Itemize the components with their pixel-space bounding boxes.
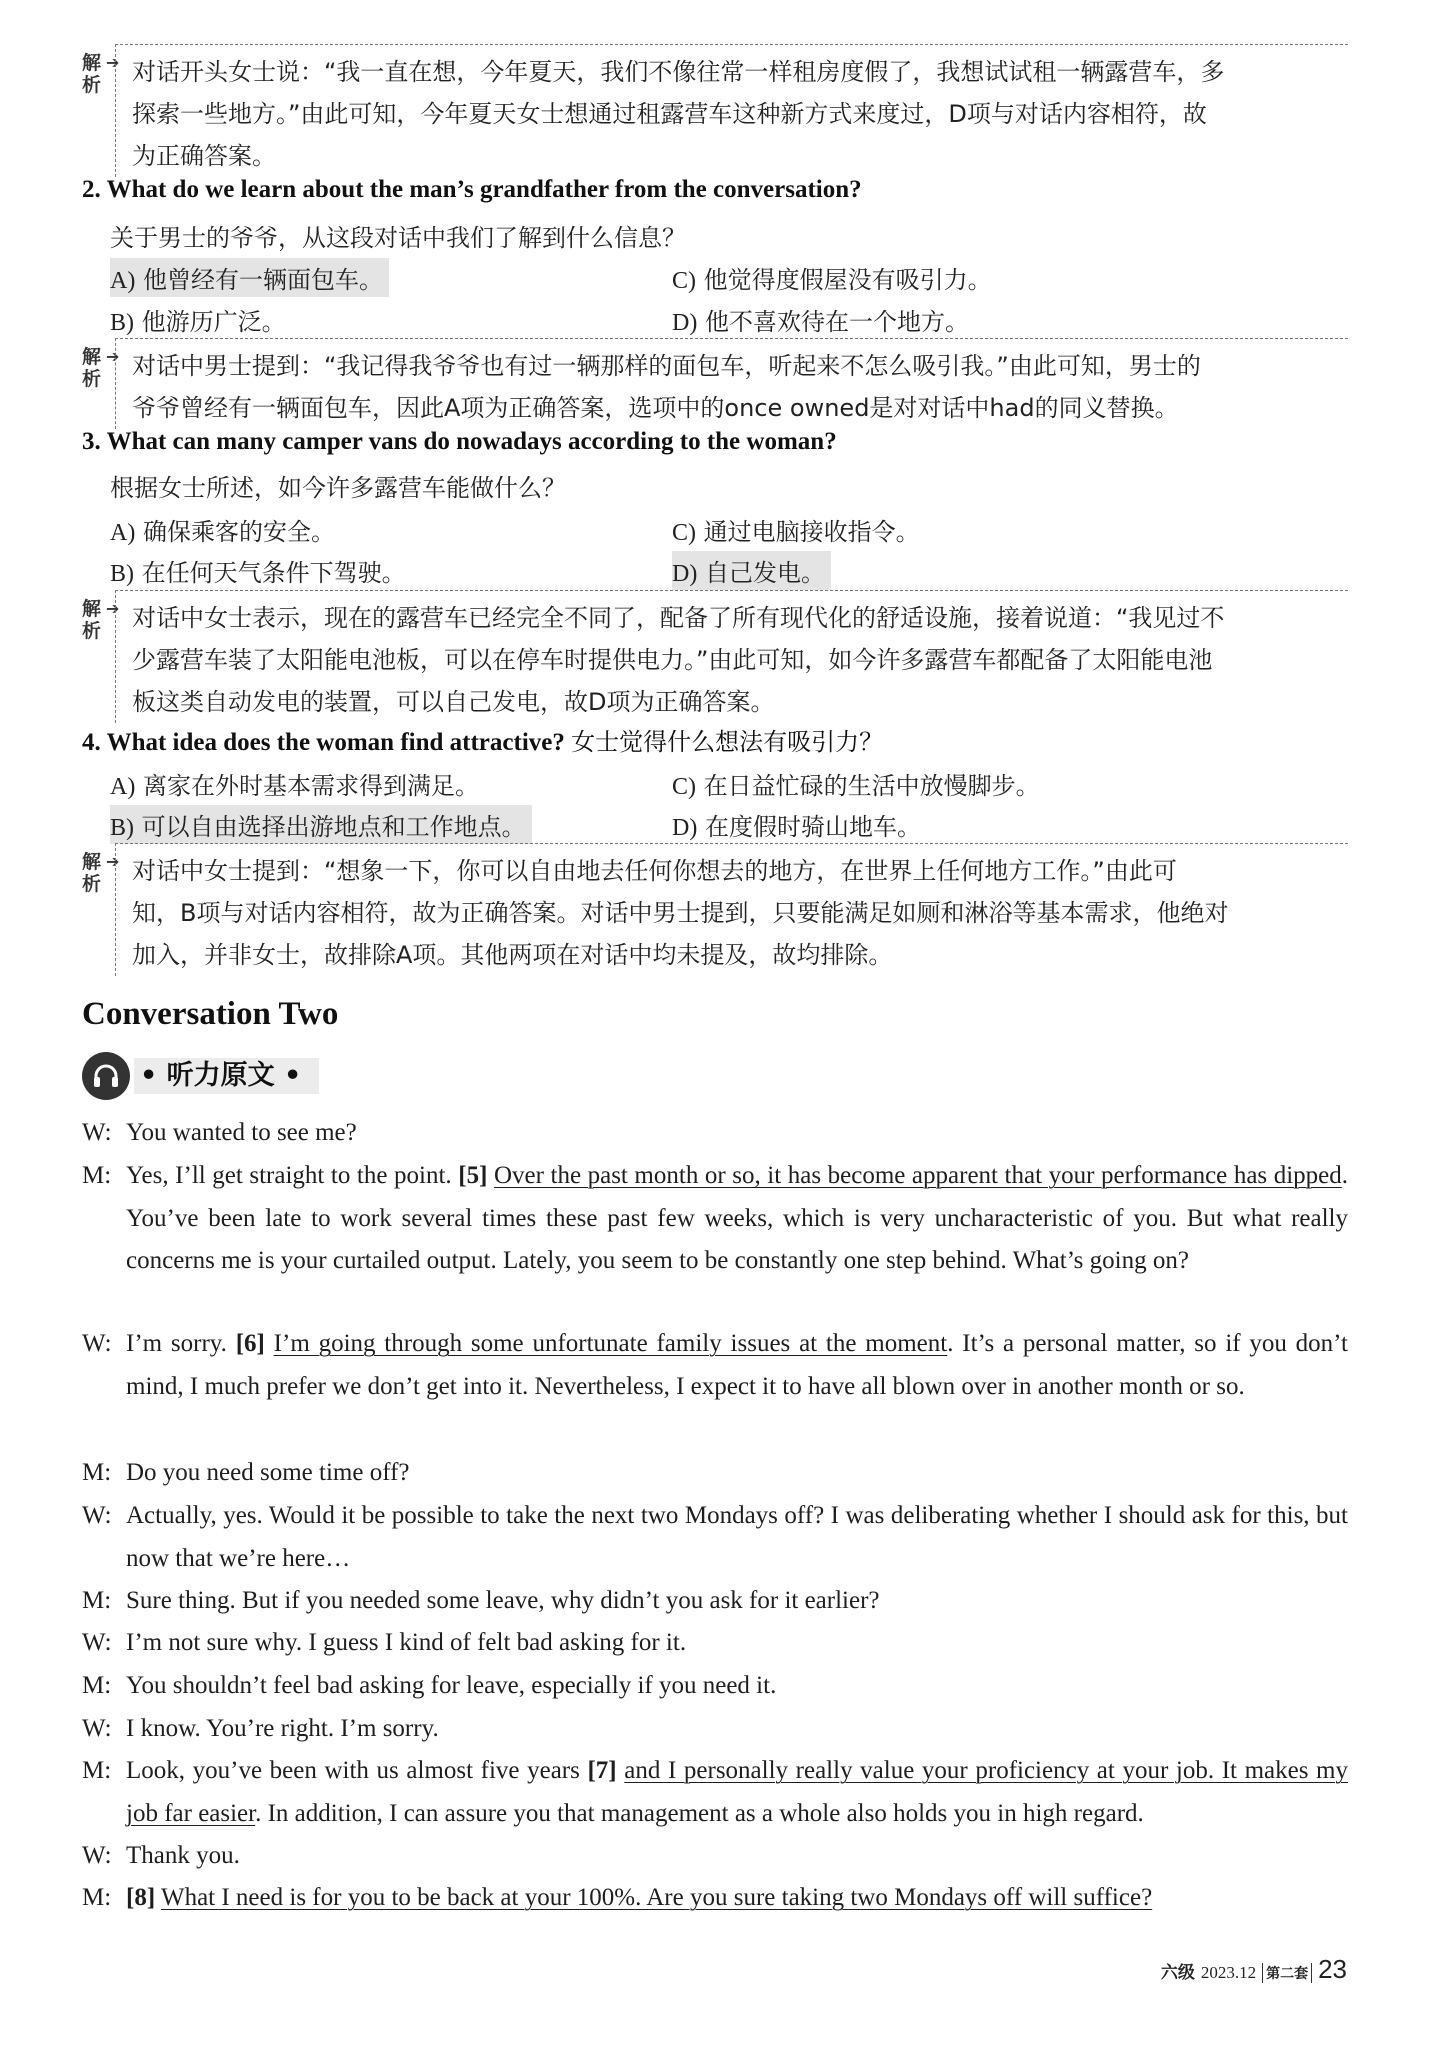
utterance-segment: I know. You’re right. I’m sorry. — [126, 1715, 439, 1742]
question-marker: [5] — [458, 1162, 488, 1189]
dialogue-turn — [82, 1323, 1348, 1408]
utterance-text — [126, 1495, 1348, 1580]
key-sentence: I’m going through some unfortunate family issues at the moment — [273, 1330, 948, 1357]
speaker-label: W: — [82, 1715, 112, 1742]
utterance-segment: You shouldn’t feel bad asking for leave, especially if you need it. — [126, 1672, 777, 1699]
option-d: D) 在度假时骑山地车。 — [672, 813, 921, 841]
analysis-label: 解析 — [82, 851, 102, 895]
question-2 — [82, 176, 862, 204]
utterance-text — [126, 1835, 1348, 1878]
speaker-label: W: — [82, 1502, 112, 1529]
analysis-label: 解析 — [82, 346, 102, 390]
analysis-text — [115, 338, 1348, 429]
key-sentence: and I personally really value your proficiency at your job. It makes my job far easier — [126, 1757, 1349, 1827]
arrow-icon: ➔ — [106, 599, 120, 618]
dialogue-turn — [82, 1708, 1348, 1751]
utterance-segment: Thank you. — [126, 1842, 240, 1869]
arrow-icon: ➔ — [106, 347, 120, 366]
question-marker: [8] — [126, 1884, 156, 1911]
analysis-text — [115, 44, 1348, 177]
analysis-line: 对话中女士表示，现在的露营车已经完全不同了，配备了所有现代化的舒适设施，接着说道：“我见过不 — [132, 604, 1225, 632]
analysis-tag — [82, 851, 120, 895]
listening-label: • 听力原文 • — [134, 1058, 319, 1094]
option-c: C) 通过电脑接收指令。 — [672, 518, 920, 546]
utterance-segment: Actually, yes. Would it be possible to take the next two Mondays off? I was deliberating whether I should ask for this, but now that we’re here… — [126, 1502, 1348, 1572]
dialogue-turn — [82, 1665, 1348, 1708]
analysis-label: 解析 — [82, 598, 102, 642]
analysis-line: 为正确答案。 — [132, 142, 276, 170]
utterance-text — [126, 1708, 1348, 1751]
key-sentence: Over the past month or so, it has become apparent that your performance has dipped — [493, 1162, 1342, 1189]
analysis-text — [115, 590, 1348, 723]
analysis-text — [115, 843, 1348, 976]
analysis-block — [82, 338, 1348, 426]
question-marker: [7] — [587, 1757, 617, 1784]
analysis-line: 对话中女士提到：“想象一下，你可以自由地去任何你想去的地方，在世界上任何地方工作。”由此可 — [132, 857, 1177, 885]
dialogue-turn — [82, 1155, 1348, 1283]
speaker-label: M: — [82, 1162, 112, 1189]
page-footer — [1161, 1954, 1347, 1985]
utterance-segment: Do you need some time off? — [126, 1459, 410, 1486]
speaker-label: M: — [82, 1757, 112, 1784]
utterance-text — [126, 1622, 1348, 1665]
arrow-icon: ➔ — [106, 53, 120, 72]
question-translation: 根据女士所述，如今许多露营车能做什么？ — [110, 474, 566, 502]
option-d: D) 他不喜欢待在一个地方。 — [672, 308, 969, 336]
analysis-tag — [82, 346, 120, 390]
analysis-line: 对话开头女士说：“我一直在想，今年夏天，我们不像往常一样租房度假了，我想试试租一辆露营车，多 — [132, 58, 1225, 86]
dialogue-turn — [82, 1877, 1348, 1920]
speaker-label: M: — [82, 1459, 112, 1486]
question-3 — [82, 428, 837, 456]
exam-set: 第二套 — [1262, 1963, 1312, 1983]
speaker-label: W: — [82, 1119, 112, 1146]
analysis-label: 解析 — [82, 52, 102, 96]
question-number: 2. — [82, 176, 101, 203]
utterance-segment: Yes, I’ll get straight to the point. — [126, 1162, 459, 1189]
question-marker: [6] — [235, 1330, 265, 1357]
question-number: 3. — [82, 428, 101, 455]
analysis-line: 加入，并非女士，故排除A项。其他两项在对话中均未提及，故均排除。 — [132, 941, 893, 969]
analysis-tag — [82, 52, 120, 96]
utterance-segment: . In addition, I can assure you that management as a whole also holds you in high regard. — [255, 1799, 1144, 1827]
arrow-icon: ➔ — [106, 852, 120, 871]
option-a: A) 离家在外时基本需求得到满足。 — [110, 772, 479, 800]
option-c: C) 他觉得度假屋没有吸引力。 — [672, 266, 992, 294]
analysis-line: 板这类自动发电的装置，可以自己发电，故D项为正确答案。 — [132, 688, 775, 716]
utterance-text — [126, 1452, 1348, 1495]
speaker-label: M: — [82, 1672, 112, 1699]
utterance-segment: You wanted to see me? — [126, 1119, 357, 1146]
analysis-line: 知，B项与对话内容相符，故为正确答案。对话中男士提到，只要能满足如厕和淋浴等基本需求，他绝对 — [132, 899, 1229, 927]
option-a-correct: A) 他曾经有一辆面包车。 — [110, 258, 389, 297]
dialogue-turn — [82, 1112, 1348, 1155]
exam-date: 2023.12 — [1200, 1963, 1257, 1982]
dialogue-turn — [82, 1495, 1348, 1580]
utterance-text — [126, 1323, 1348, 1408]
speaker-label: W: — [82, 1842, 112, 1869]
utterance-text — [126, 1877, 1348, 1920]
question-translation: 女士觉得什么想法有吸引力？ — [571, 728, 884, 756]
dialogue-turn — [82, 1835, 1348, 1878]
question-number: 4. — [82, 729, 101, 756]
option-b: B) 在任何天气条件下驾驶。 — [110, 559, 406, 587]
utterance-segment: I’m not sure why. I guess I kind of felt bad asking for it. — [126, 1629, 687, 1656]
question-text: What idea does the woman find attractive? — [106, 729, 565, 756]
utterance-text — [126, 1112, 1348, 1155]
exam-level: 六级 — [1160, 1963, 1195, 1983]
speaker-label: W: — [82, 1629, 112, 1656]
question-4 — [82, 722, 883, 757]
option-d-correct: D) 自己发电。 — [672, 551, 831, 590]
headphones-icon — [82, 1052, 130, 1100]
analysis-tag — [82, 598, 120, 642]
option-b-correct: B) 可以自由选择出游地点和工作地点。 — [110, 805, 532, 844]
utterance-text — [126, 1155, 1348, 1283]
dialogue-turn — [82, 1622, 1348, 1665]
analysis-line: 探索一些地方。”由此可知，今年夏天女士想通过租露营车这种新方式来度过，D项与对话内容相符，故 — [132, 100, 1207, 128]
page-number: 23 — [1318, 1954, 1347, 1984]
analysis-block — [82, 843, 1348, 973]
analysis-line: 少露营车装了太阳能电池板，可以在停车时提供电力。”由此可知，如今许多露营车都配备了太阳能电池 — [132, 646, 1213, 674]
section-title: Conversation Two — [82, 996, 339, 1032]
analysis-line: 爷爷曾经有一辆面包车，因此A项为正确答案，选项中的once owned是对对话中had的同义替换。 — [132, 394, 1179, 422]
utterance-text — [126, 1580, 1348, 1623]
dialogue-turn — [82, 1452, 1348, 1495]
speaker-label: M: — [82, 1884, 112, 1911]
question-translation: 关于男士的爷爷，从这段对话中我们了解到什么信息？ — [110, 224, 686, 252]
analysis-block — [82, 44, 1348, 172]
option-c: C) 在日益忙碌的生活中放慢脚步。 — [672, 772, 1040, 800]
speaker-label: W: — [82, 1330, 112, 1357]
utterance-segment: . You’ve been late to work several times these past few weeks, which is very uncharacteristic of you. But what really concerns me is your curtailed output. Lately, you seem to be constantly one step behind. What’s going on? — [126, 1162, 1349, 1274]
question-text: What can many camper vans do nowadays according to the woman? — [106, 428, 837, 455]
dialogue-turn — [82, 1750, 1348, 1835]
utterance-segment: . It’s a personal matter, so if you don’t mind, I much prefer we don’t get into it. Nevertheless, I expect it to have all blown over in another month or so. — [126, 1330, 1349, 1400]
utterance-text — [126, 1750, 1348, 1835]
utterance-segment: I’m sorry. — [126, 1330, 236, 1357]
option-b: B) 他游历广泛。 — [110, 308, 286, 336]
utterance-segment — [265, 1330, 274, 1357]
analysis-line: 对话中男士提到：“我记得我爷爷也有过一辆那样的面包车，听起来不怎么吸引我。”由此可知，男士的 — [132, 352, 1201, 380]
question-text: What do we learn about the man’s grandfather from the conversation? — [106, 176, 862, 203]
analysis-block — [82, 590, 1348, 720]
utterance-segment: Sure thing. But if you needed some leave, why didn’t you ask for it earlier? — [126, 1587, 880, 1614]
key-sentence: What I need is for you to be back at your 100%. Are you sure taking two Mondays off will suffice? — [160, 1884, 1153, 1911]
utterance-segment: Look, you’ve been with us almost five years — [126, 1757, 588, 1784]
option-a: A) 确保乘客的安全。 — [110, 518, 335, 546]
speaker-label: M: — [82, 1587, 112, 1614]
utterance-text — [126, 1665, 1348, 1708]
dialogue-turn — [82, 1580, 1348, 1623]
